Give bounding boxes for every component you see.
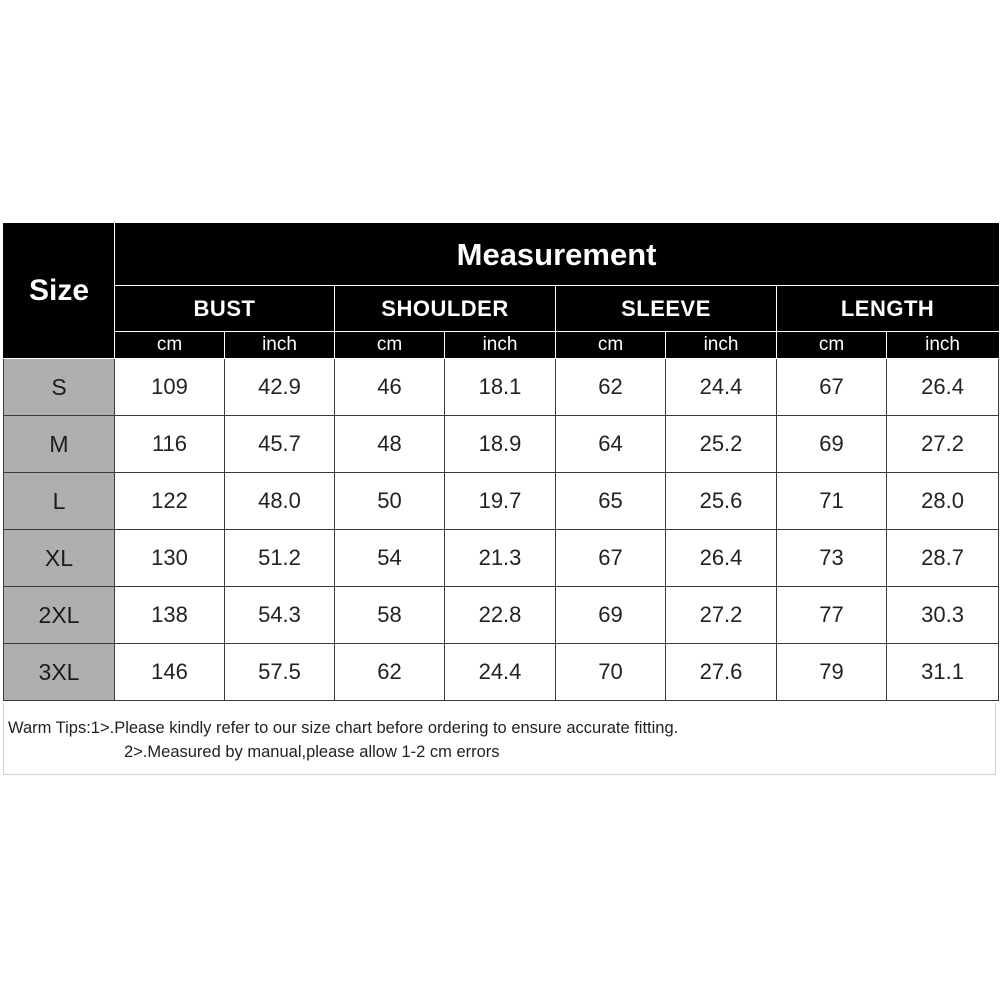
unit-header: cm <box>335 332 445 359</box>
sleeve-cm-cell: 69 <box>556 587 666 644</box>
bust-cm-cell: 116 <box>115 416 225 473</box>
sleeve-cm-cell: 70 <box>556 644 666 701</box>
length-inch-cell: 26.4 <box>887 359 999 416</box>
header-unit-row <box>4 332 999 359</box>
sleeve-inch-cell: 25.2 <box>666 416 777 473</box>
sleeve-inch-cell: 25.6 <box>666 473 777 530</box>
bust-inch-cell: 45.7 <box>225 416 335 473</box>
size-cell: 3XL <box>4 644 115 701</box>
length-cm-cell: 71 <box>777 473 887 530</box>
bust-inch-cell: 57.5 <box>225 644 335 701</box>
shoulder-inch-cell: 18.9 <box>445 416 556 473</box>
table-row <box>4 530 999 587</box>
size-chart-table <box>3 223 999 701</box>
group-header-bust: BUST <box>115 286 335 332</box>
table-row <box>4 587 999 644</box>
unit-header: cm <box>115 332 225 359</box>
size-cell: M <box>4 416 115 473</box>
table-row <box>4 644 999 701</box>
table-row <box>4 473 999 530</box>
table-body <box>4 359 999 701</box>
length-inch-cell: 27.2 <box>887 416 999 473</box>
unit-header: inch <box>225 332 335 359</box>
length-inch-cell: 31.1 <box>887 644 999 701</box>
bust-cm-cell: 130 <box>115 530 225 587</box>
shoulder-cm-cell: 62 <box>335 644 445 701</box>
sleeve-inch-cell: 26.4 <box>666 530 777 587</box>
table-row <box>4 416 999 473</box>
shoulder-cm-cell: 48 <box>335 416 445 473</box>
length-cm-cell: 67 <box>777 359 887 416</box>
unit-header: inch <box>666 332 777 359</box>
bust-cm-cell: 122 <box>115 473 225 530</box>
shoulder-cm-cell: 58 <box>335 587 445 644</box>
table-header <box>4 224 999 359</box>
shoulder-inch-cell: 22.8 <box>445 587 556 644</box>
length-cm-cell: 69 <box>777 416 887 473</box>
measurement-header: Measurement <box>115 224 999 286</box>
unit-header: inch <box>887 332 999 359</box>
bust-cm-cell: 109 <box>115 359 225 416</box>
shoulder-inch-cell: 18.1 <box>445 359 556 416</box>
unit-header: inch <box>445 332 556 359</box>
header-group-row <box>4 286 999 332</box>
group-header-sleeve: SLEEVE <box>556 286 777 332</box>
warm-tips-box <box>3 703 996 775</box>
shoulder-cm-cell: 46 <box>335 359 445 416</box>
length-cm-cell: 77 <box>777 587 887 644</box>
bust-inch-cell: 48.0 <box>225 473 335 530</box>
warm-tip-line-1: Warm Tips:1>.Please kindly refer to our size chart before ordering to ensure accurate fitting. <box>8 719 679 737</box>
length-cm-cell: 73 <box>777 530 887 587</box>
length-inch-cell: 30.3 <box>887 587 999 644</box>
shoulder-cm-cell: 50 <box>335 473 445 530</box>
bust-inch-cell: 54.3 <box>225 587 335 644</box>
shoulder-inch-cell: 21.3 <box>445 530 556 587</box>
bust-inch-cell: 42.9 <box>225 359 335 416</box>
length-inch-cell: 28.0 <box>887 473 999 530</box>
shoulder-cm-cell: 54 <box>335 530 445 587</box>
size-column-header: Size <box>4 224 115 359</box>
header-title-row <box>4 224 999 286</box>
shoulder-inch-cell: 19.7 <box>445 473 556 530</box>
sleeve-cm-cell: 62 <box>556 359 666 416</box>
unit-header: cm <box>556 332 666 359</box>
sleeve-inch-cell: 27.2 <box>666 587 777 644</box>
bust-cm-cell: 138 <box>115 587 225 644</box>
sleeve-cm-cell: 67 <box>556 530 666 587</box>
bust-inch-cell: 51.2 <box>225 530 335 587</box>
group-header-length: LENGTH <box>777 286 999 332</box>
bust-cm-cell: 146 <box>115 644 225 701</box>
sleeve-cm-cell: 64 <box>556 416 666 473</box>
sleeve-inch-cell: 24.4 <box>666 359 777 416</box>
unit-header: cm <box>777 332 887 359</box>
warm-tip-line-2: 2>.Measured by manual,please allow 1-2 cm errors <box>124 743 500 761</box>
size-cell: S <box>4 359 115 416</box>
sleeve-cm-cell: 65 <box>556 473 666 530</box>
group-header-shoulder: SHOULDER <box>335 286 556 332</box>
table-row <box>4 359 999 416</box>
size-cell: L <box>4 473 115 530</box>
size-cell: 2XL <box>4 587 115 644</box>
size-cell: XL <box>4 530 115 587</box>
length-inch-cell: 28.7 <box>887 530 999 587</box>
length-cm-cell: 79 <box>777 644 887 701</box>
shoulder-inch-cell: 24.4 <box>445 644 556 701</box>
sleeve-inch-cell: 27.6 <box>666 644 777 701</box>
